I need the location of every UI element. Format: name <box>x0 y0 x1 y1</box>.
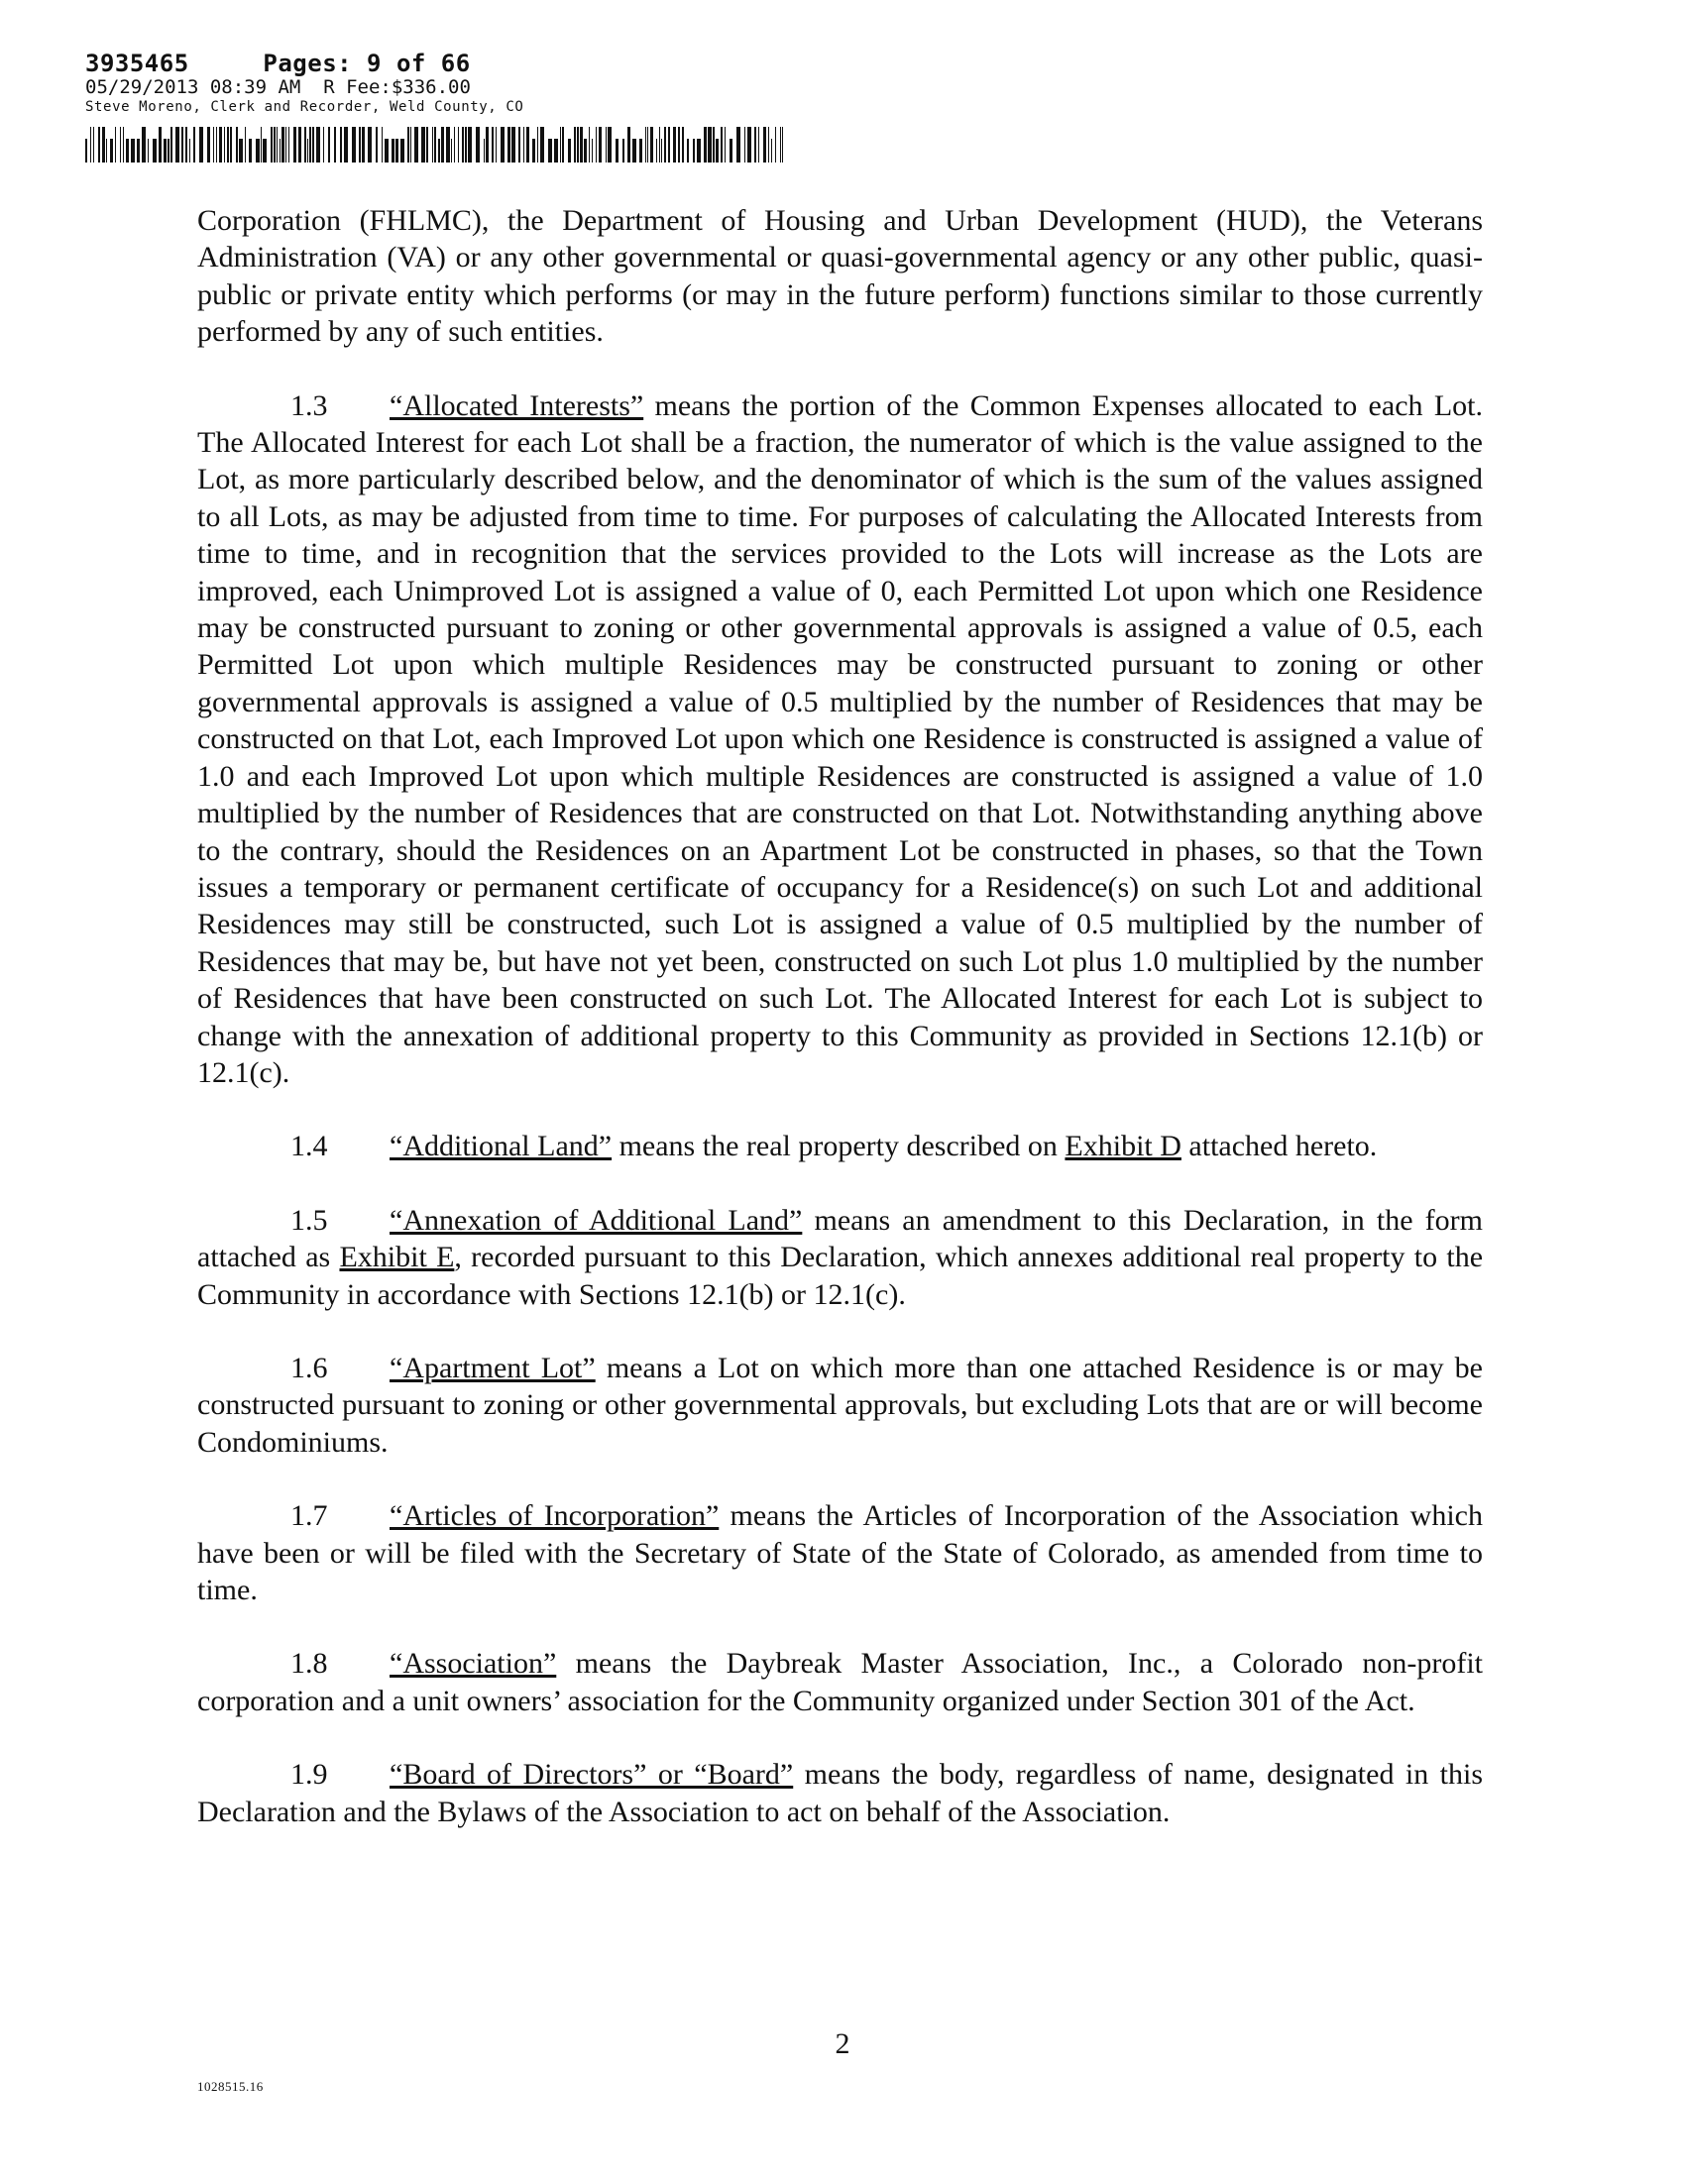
barcode-bar <box>656 139 657 163</box>
section-number: 1.3 <box>290 388 328 422</box>
barcode-bar <box>616 139 618 163</box>
barcode-bar <box>400 139 404 163</box>
barcode-bar <box>359 127 361 163</box>
barcode-bar <box>256 139 260 163</box>
barcode-bar <box>227 127 229 163</box>
barcode-bar <box>763 127 766 163</box>
barcode-bar <box>736 127 740 163</box>
barcode-bar <box>193 127 195 163</box>
section-text: means the Daybreak Master Association, Inc., a Colorado non-profit corporation and a unit owners’ association for the Community organized under Section 301 of the Act. <box>197 1647 1483 1717</box>
document-code: 1028515.16 <box>197 2079 264 2094</box>
barcode-bar <box>554 139 558 163</box>
barcode-bar <box>639 139 642 163</box>
barcode-bar <box>627 127 630 163</box>
barcode-bar <box>518 127 520 163</box>
barcode-bar <box>280 139 281 163</box>
barcode-bar <box>285 127 286 163</box>
section-number: 1.5 <box>290 1203 328 1237</box>
barcode-bar <box>645 127 646 163</box>
barcode-bar <box>682 127 684 163</box>
barcode-bar <box>668 127 670 163</box>
section-text: means a Lot on which more than one attached Residence is or may be constructed pursuant to zoning or other governmental approvals, but excluding Lots that are or will become Condominiums. <box>197 1351 1483 1459</box>
recorded-line: 05/29/2013 08:39 AM R Fee:$336.00 <box>85 76 471 98</box>
barcode-bar <box>465 127 467 163</box>
barcode-bar <box>758 127 759 163</box>
barcode-bar <box>721 127 723 163</box>
barcode-bar <box>236 127 238 163</box>
section-1-8 <box>197 1645 1483 1719</box>
defined-term: “Allocated Interests” <box>390 388 644 422</box>
barcode-bar <box>392 139 394 163</box>
barcode-bar <box>606 127 607 163</box>
barcode-bar <box>661 139 662 163</box>
barcode-bar <box>110 139 113 163</box>
barcode-bar <box>328 127 330 163</box>
defined-term: “Board of Directors” or “Board” <box>390 1758 794 1792</box>
barcode-bar <box>316 127 320 163</box>
barcode-bar <box>323 127 324 163</box>
exhibit-reference: Exhibit E <box>339 1241 455 1274</box>
section-number: 1.7 <box>290 1499 328 1533</box>
barcode-bar <box>596 127 597 163</box>
section-1-7 <box>197 1497 1483 1608</box>
barcode-bar <box>219 127 222 163</box>
barcode-bar <box>532 139 535 163</box>
barcode-bar <box>584 139 587 163</box>
barcode-bar <box>170 127 172 163</box>
barcode-bar <box>407 127 409 163</box>
barcode-bar <box>446 127 450 163</box>
defined-term: “Articles of Incorporation” <box>390 1499 720 1533</box>
barcode-bar <box>385 139 389 163</box>
barcode-bar <box>410 127 411 163</box>
section-number: 1.8 <box>290 1647 328 1681</box>
barcode-bar <box>304 127 306 163</box>
section-text: attached hereto. <box>1180 1130 1378 1163</box>
barcode-bar <box>768 127 769 163</box>
barcode-bar <box>507 127 510 163</box>
barcode-bar <box>312 127 314 163</box>
barcode-bar <box>599 127 602 163</box>
section-number: 1.9 <box>290 1758 328 1792</box>
barcode-bar <box>438 139 440 163</box>
barcode-bar <box>307 139 308 163</box>
section-1-5 <box>197 1202 1483 1313</box>
barcode-bar <box>261 127 262 163</box>
barcode-bar <box>263 139 267 163</box>
barcode-bar <box>754 127 756 163</box>
barcode-bar <box>577 127 579 163</box>
barcode-bar <box>164 139 167 163</box>
barcode-bar <box>93 127 94 163</box>
barcode-bar <box>168 139 169 163</box>
barcode-bar <box>501 127 505 163</box>
barcode-bar <box>632 139 636 163</box>
barcode-bar <box>441 127 444 163</box>
barcode-bar <box>137 139 140 163</box>
intro-paragraph: Corporation (FHLMC), the Department of Housing and Urban Development (HUD), the Veterans Administration (VA) or any other governmental or quasi-governmental agency or any other public, quasi-public or private entity which performs (or may in the future perform) functions similar to those currently performed by any of such entities. <box>197 204 1483 349</box>
section-text: means the body, regardless of name, designated in this Declaration and the Bylaws of the Association to act on behalf of the Association. <box>197 1758 1483 1828</box>
barcode-bar <box>131 139 135 163</box>
barcode-bar <box>85 139 87 163</box>
barcode-bar <box>562 127 564 163</box>
barcode-bar <box>568 139 571 163</box>
barcode-bar <box>421 127 425 163</box>
barcode-bar <box>102 127 105 163</box>
pages-label: Pages: 9 of 66 <box>263 50 471 77</box>
defined-term: “Additional Land” <box>390 1130 613 1163</box>
barcode-bar <box>659 127 660 163</box>
stamp-header-line <box>85 50 523 77</box>
barcode-bar <box>271 127 273 163</box>
barcode-bar <box>476 127 480 163</box>
barcode-bar <box>340 127 342 163</box>
barcode-bar <box>126 139 129 163</box>
defined-term: “Association” <box>390 1647 557 1681</box>
barcode-bar <box>548 139 552 163</box>
document-body <box>197 202 1483 1830</box>
barcode-bar <box>780 127 781 163</box>
barcode-bar <box>540 127 544 163</box>
barcode-bar <box>376 127 378 163</box>
defined-term: “Annexation of Additional Land” <box>390 1203 803 1237</box>
barcode-bar <box>693 139 695 163</box>
barcode-bar <box>148 139 149 163</box>
barcode-bar <box>281 127 284 163</box>
section-text: means the real property described on <box>612 1130 1066 1163</box>
barcode-bar <box>106 139 107 163</box>
section-text: means the Articles of Incorporation of the Association which have been or will be filed with the Secretary of State of the State of Colorado, as amended from time to time. <box>197 1499 1483 1606</box>
barcode-bar <box>580 127 583 163</box>
barcode-bar <box>90 127 91 163</box>
barcode-bar <box>650 127 653 163</box>
barcode-bar <box>622 139 624 163</box>
section-number: 1.4 <box>290 1130 328 1163</box>
barcode-bar <box>395 139 398 163</box>
barcode-bar <box>451 139 452 163</box>
barcode-bar <box>142 127 146 163</box>
section-1-3 <box>197 387 1483 1092</box>
barcode-bar <box>673 127 676 163</box>
barcode-bar <box>239 139 243 163</box>
barcode-bar <box>189 139 190 163</box>
barcode-bar <box>744 127 745 163</box>
barcode-bar <box>249 139 252 163</box>
barcode-bar <box>782 127 783 163</box>
section-1-6 <box>197 1350 1483 1461</box>
barcode-bar <box>426 127 428 163</box>
barcode-bar <box>98 127 100 163</box>
barcode-bar <box>199 127 203 163</box>
barcode-bar <box>362 127 365 163</box>
barcode-bar <box>725 127 726 163</box>
barcode-bar <box>213 127 214 163</box>
barcode-bar <box>511 127 515 163</box>
barcode-bar <box>462 127 464 163</box>
barcode-bar <box>230 127 232 163</box>
barcode-bar <box>526 127 529 163</box>
recording-stamp <box>85 50 523 116</box>
barcode-bar <box>120 127 121 163</box>
barcode-bar <box>115 127 116 163</box>
barcode-bar <box>153 139 157 163</box>
barcode-bar <box>775 127 776 163</box>
barcode-bar <box>747 127 751 163</box>
barcode-bar <box>687 139 689 163</box>
barcode-bar <box>207 127 210 163</box>
barcode-bar <box>708 127 712 163</box>
barcode-bar <box>432 127 433 163</box>
barcode-bar <box>382 127 383 163</box>
barcode-bar <box>523 127 524 163</box>
section-1-4 <box>197 1128 1483 1164</box>
section-1-9 <box>197 1756 1483 1830</box>
barcode-bar <box>175 127 179 163</box>
barcode-bar <box>697 139 701 163</box>
section-text: , recorded pursuant to this Declaration, which annexes additional real property to the Community in accordance with Sections 12.1(b) or 12.1(c). <box>197 1241 1484 1311</box>
barcode-bar <box>309 127 311 163</box>
barcode-bar <box>560 127 561 163</box>
barcode-bar <box>414 127 418 163</box>
barcode-bar <box>468 127 472 163</box>
section-number: 1.6 <box>290 1351 328 1384</box>
barcode-bar <box>484 139 485 163</box>
barcode-bar <box>185 127 187 163</box>
barcode-bar <box>496 127 497 163</box>
barcode-bar <box>678 127 680 163</box>
barcode-bar <box>458 127 459 163</box>
barcode-bar <box>293 127 296 163</box>
barcode-bar <box>730 139 732 163</box>
barcode-bar <box>592 139 593 163</box>
barcode-bar <box>368 127 372 163</box>
defined-term: “Apartment Lot” <box>390 1351 596 1384</box>
barcode-bar <box>647 127 648 163</box>
barcode-bar <box>181 127 183 163</box>
barcode-bar <box>274 127 276 163</box>
barcode-bar <box>537 127 538 163</box>
recording-barcode <box>85 127 785 163</box>
barcode-bar <box>486 127 489 163</box>
barcode-bar <box>434 127 436 163</box>
exhibit-reference: Exhibit D <box>1065 1130 1181 1163</box>
barcode-bar <box>344 127 348 163</box>
barcode-bar <box>664 127 666 163</box>
reception-number: 3935465 <box>85 50 189 77</box>
page-number: 2 <box>835 2027 850 2060</box>
barcode-bar <box>771 139 772 163</box>
barcode-bar <box>352 127 356 163</box>
barcode-bar <box>277 127 278 163</box>
barcode-bar <box>334 127 336 163</box>
barcode-bar <box>574 127 576 163</box>
recorder-line: Steve Moreno, Clerk and Recorder, Weld County, CO <box>85 99 524 115</box>
barcode-bar <box>454 127 455 163</box>
barcode-bar <box>704 127 707 163</box>
barcode-bar <box>245 127 246 163</box>
barcode-bar <box>492 127 494 163</box>
barcode-bar <box>123 127 124 163</box>
barcode-bar <box>288 127 289 163</box>
section-text: means an amendment to this Declaration, in the form attached as <box>197 1203 1483 1274</box>
barcode-bar <box>224 127 225 163</box>
barcode-bar <box>298 127 301 163</box>
barcode-bar <box>716 139 719 163</box>
barcode-bar <box>216 127 217 163</box>
barcode-bar <box>589 127 590 163</box>
section-text: means the portion of the Common Expenses allocated to each Lot. The Allocated Interest for each Lot shall be a fraction, the numerator of which is the value assigned to the Lot, as more particularly described below, and the denominator of which is the sum of the values assigned to all Lots, as may be adjusted from time to time. For purposes of calculating the Allocated Interests from time to time, and in recognition that the services provided to the Lots will increase as the Lots are improved, each Unimproved Lot is assigned a value of 0, each Permitted Lot upon which one Residence may be constructed pursuant to zoning or other governmental approvals is assigned a value of 0.5, each Permitted Lot upon which multiple Residences may be constructed pursuant to zoning or other governmental approvals is assigned a value of 0.5 multiplied by the number of Residences that may be constructed on that Lot, each Improved Lot upon which one Residence is constructed is assigned a value of 1.0 and each Improved Lot upon which multiple Residences are constructed is assigned a value of 1.0 multiplied by the number of Residences that are constructed on that Lot. Notwithstanding anything above to the contrary, should the Residences on an Apartment Lot be constructed in phases, so that the Town issues a temporary or permanent certificate of occupancy for a Residence(s) on such Lot and additional Residences may still be constructed, such Lot is assigned a value of 0.5 multiplied by the number of Residences that may be, but have not yet been, constructed on such Lot plus 1.0 multiplied by the number of Residences that have been constructed on such Lot. The Allocated Interest for each Lot is subject to change with the annexation of additional property to this Community as provided in Sections 12.1(b) or 12.1(c). <box>197 388 1483 1089</box>
barcode-bar <box>159 127 162 163</box>
barcode-bar <box>713 127 715 163</box>
barcode-bar <box>608 127 612 163</box>
